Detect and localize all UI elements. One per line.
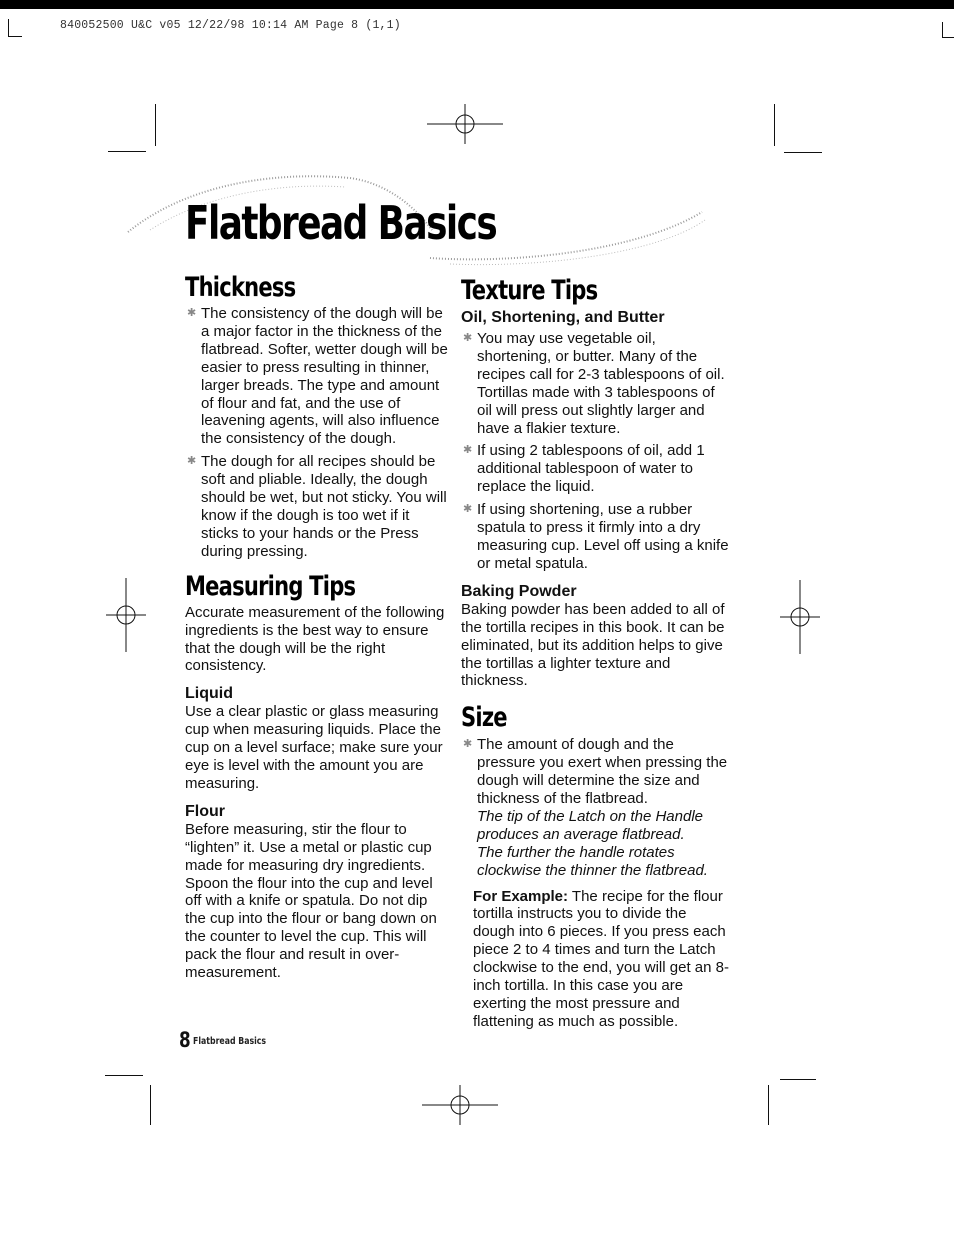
trim-mark <box>768 1085 769 1125</box>
trim-mark <box>155 104 156 146</box>
thickness-list <box>185 305 450 561</box>
flour-heading: Flour <box>185 802 225 820</box>
trim-mark <box>108 151 146 152</box>
oil-list <box>461 330 731 573</box>
bullet-icon: ✱ <box>463 332 473 344</box>
example-label: For Example: <box>473 887 569 905</box>
size-list <box>461 736 731 879</box>
registration-crosshair-icon <box>780 580 820 654</box>
left-column <box>185 272 450 982</box>
trim-mark <box>105 1075 143 1076</box>
print-header: 840052500 U&C v05 12/22/98 10:14 AM Page 8 (1,1) <box>60 19 401 32</box>
liquid-heading: Liquid <box>185 685 233 703</box>
crop-mark-top-left <box>8 19 9 37</box>
list-item: ✱ The dough for all recipes should be soft and pliable. Ideally, the dough should be wet, but not sticky. You will know if the dough is too wet if it sticks to your hands or the Press during pressing. <box>187 453 447 560</box>
bullet-icon: ✱ <box>187 307 197 319</box>
trim-mark <box>784 152 822 153</box>
crop-mark-top-right <box>942 22 943 38</box>
size-note-1: The tip of the Latch on the Handle produces an average flatbread. <box>477 807 703 843</box>
page-title: Flatbread Basics <box>185 196 497 250</box>
measuring-intro: Accurate measurement of the following ingredients is the best way to ensure that the dough will be the right consistency. <box>185 603 445 675</box>
top-border <box>0 0 954 9</box>
trim-mark <box>150 1085 151 1125</box>
oil-heading: Oil, Shortening, and Butter <box>461 309 665 326</box>
bullet-icon: ✱ <box>187 455 197 468</box>
list-item: ✱ If using shortening, use a rubber spatula to press it firmly into a dry measuring cup. Level off using a knife or metal spatula. <box>463 501 729 572</box>
measuring-heading: Measuring Tips <box>185 570 356 602</box>
right-column <box>461 275 731 1031</box>
registration-crosshair-icon <box>427 104 503 144</box>
registration-crosshair-icon <box>106 578 146 652</box>
crop-mark-top-left-h <box>8 36 22 37</box>
bullet-icon: ✱ <box>463 503 473 516</box>
list-item: ✱ The amount of dough and the pressure you exert when pressing the dough will determine the size and thickness of the flatbread. The tip of the Latch on the Handle produces an average flatbread. The further the handle rotates clockwise the thinner the flatbread. <box>463 736 728 879</box>
trim-mark <box>780 1079 816 1080</box>
registration-crosshair-icon <box>422 1085 498 1125</box>
liquid-text: Use a clear plastic or glass measuring cup when measuring liquids. Place the cup on a level surface; make sure your eye is level with the amount you are measuring. <box>185 703 443 792</box>
list-item: ✱ You may use vegetable oil, shortening, or butter. Many of the recipes call for 2-3 tablespoons of oil. Tortillas made with 3 tablespoons of oil will press out slightly larger and have a flakier texture. <box>463 330 725 437</box>
thickness-heading: Thickness <box>185 272 296 303</box>
bullet-icon: ✱ <box>463 738 473 751</box>
bullet-icon: ✱ <box>463 444 473 457</box>
trim-mark <box>774 104 775 146</box>
flour-text: Before measuring, stir the flour to “lighten” it. Use a metal or plastic cup made for measuring dry ingredients. Spoon the flour into the cup and level off with a knife or spatula. Do not dip the cup into the flour or bang down on the counter to level the cup. This will pack the flour and result in over-measurement. <box>185 820 437 982</box>
list-item: ✱ If using 2 tablespoons of oil, add 1 additional tablespoon of water to replace the liquid. <box>463 442 705 496</box>
size-heading: Size <box>461 702 507 734</box>
list-item: ✱ The consistency of the dough will be a major factor in the thickness of the flatbread. Softer, wetter dough will be easier to press resulting in thinner, larger breads. The type and amount of flour and fat, and the use of leavening agents, will also influence the consistency of the dough. <box>187 305 448 448</box>
texture-heading: Texture Tips <box>461 275 598 306</box>
size-note-2: The further the handle rotates clockwise the thinner the flatbread. <box>477 843 708 879</box>
baking-powder-text: Baking powder has been added to all of the tortilla recipes in this book. It can be eliminated, but its addition helps to give the tortillas a lighter texture and thickness. <box>461 600 725 690</box>
footer-label: Flatbread Basics <box>193 1036 267 1047</box>
crop-mark-top-right-h <box>942 37 954 38</box>
example-text: The recipe for the flour tortilla instructs you to divide the dough into 6 pieces. If you press each piece 2 to 4 times and turn the Latch clockwise to the end, you will get an 8-inch tortilla. In this case you are exerting the most pressure and flattening as much as possible. <box>473 887 729 1030</box>
size-example <box>461 888 731 1031</box>
page-number: 8 <box>179 1028 191 1052</box>
baking-powder-heading: Baking Powder <box>461 582 577 600</box>
